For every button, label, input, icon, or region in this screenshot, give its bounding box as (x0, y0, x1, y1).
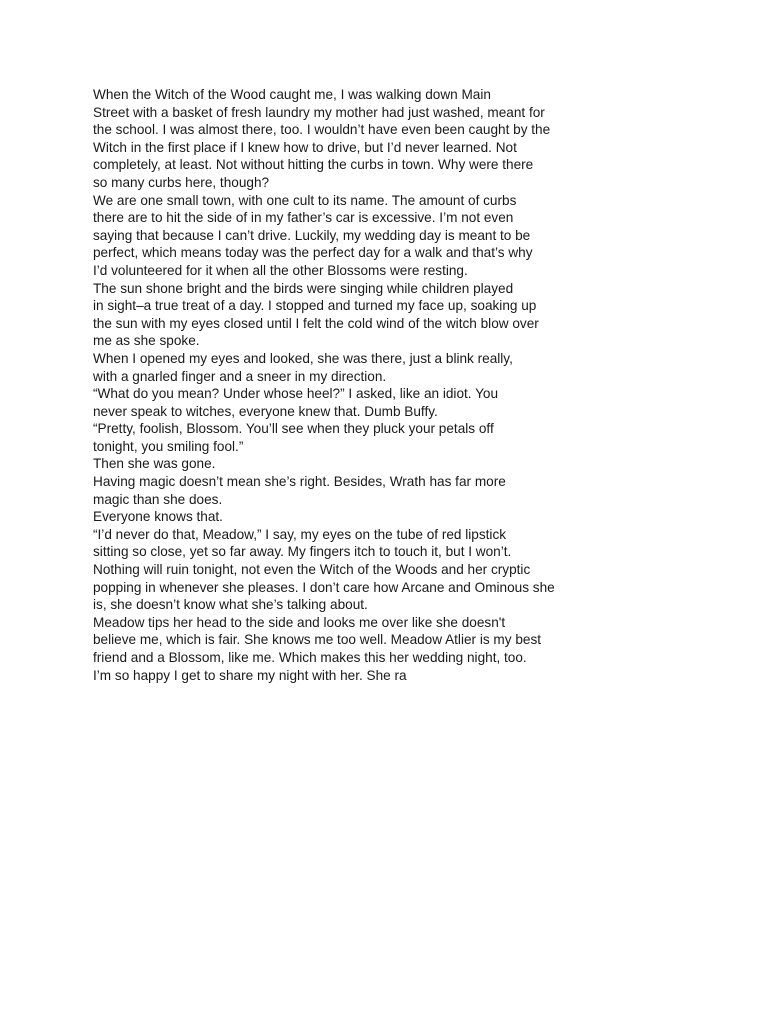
text-line: When I opened my eyes and looked, she was there, just a blink really, (93, 350, 513, 366)
text-line: in sight–a true treat of a day. I stopped and turned my face up, soaking up (93, 298, 537, 314)
text-line: never speak to witches, everyone knew that. Dumb Buffy. (93, 403, 438, 419)
text-line: saying that because I can’t drive. Luckily, my wedding day is meant to be (93, 227, 531, 243)
text-line: friend and a Blossom, like me. Which makes this her wedding night, too. (93, 650, 527, 665)
body-text (93, 86, 693, 684)
text-line: there are to hit the side of in my father’s car is excessive. I’m not even (93, 210, 514, 226)
text-line: magic than she does. (93, 491, 223, 507)
text-line: Then she was gone. (93, 456, 216, 472)
text-line: the sun with my eyes closed until I felt the cold wind of the witch blow over (93, 315, 539, 331)
text-line: completely, at least. Not without hitting the curbs in town. Why were there (93, 157, 534, 173)
text-line: perfect, which means today was the perfect day for a walk and that’s why (93, 245, 533, 261)
text-line: Everyone knows that. (93, 509, 223, 525)
text-line: When the Witch of the Wood caught me, I was walking down Main (93, 87, 491, 102)
text-line: Having magic doesn’t mean she’s right. Besides, Wrath has far more (93, 474, 506, 490)
text-line: “Pretty, foolish, Blossom. You’ll see when they pluck your petals off (93, 421, 494, 437)
text-line: Meadow tips her head to the side and looks me over like she doesn't (93, 614, 506, 630)
text-line: is, she doesn’t know what she’s talking about. (93, 597, 368, 613)
text-line: The sun shone bright and the birds were singing while children played (93, 280, 514, 296)
text-line: I’m so happy I get to share my night with her. She ra (93, 667, 407, 683)
text-line: sitting so close, yet so far away. My fingers itch to touch it, but I won’t. (93, 544, 512, 560)
text-line: with a gnarled finger and a sneer in my direction. (93, 368, 387, 384)
text-line: me as she spoke. (93, 333, 200, 349)
text-line: so many curbs here, though? (93, 174, 270, 190)
text-line: Witch in the first place if I knew how to drive, but I’d never learned. Not (93, 139, 517, 155)
text-line: “I’d never do that, Meadow,” I say, my eyes on the tube of red lipstick (93, 526, 507, 542)
text-line: popping in whenever she pleases. I don’t care how Arcane and Ominous she (93, 579, 555, 595)
text-line: I’d volunteered for it when all the other Blossoms were resting. (93, 262, 468, 278)
text-line: Nothing will ruin tonight, not even the Witch of the Woods and her cryptic (93, 562, 531, 578)
text-line: “What do you mean? Under whose heel?” I asked, like an idiot. You (93, 386, 499, 402)
text-line: the school. I was almost there, too. I wouldn’t have even been caught by the (93, 122, 551, 138)
text-line: Street with a basket of fresh laundry my mother had just washed, meant for (93, 104, 545, 120)
text-line: We are one small town, with one cult to its name. The amount of curbs (93, 192, 517, 208)
text-line: believe me, which is fair. She knows me too well. Meadow Atlier is my best (93, 632, 542, 648)
text-line: tonight, you smiling fool.” (93, 438, 244, 454)
